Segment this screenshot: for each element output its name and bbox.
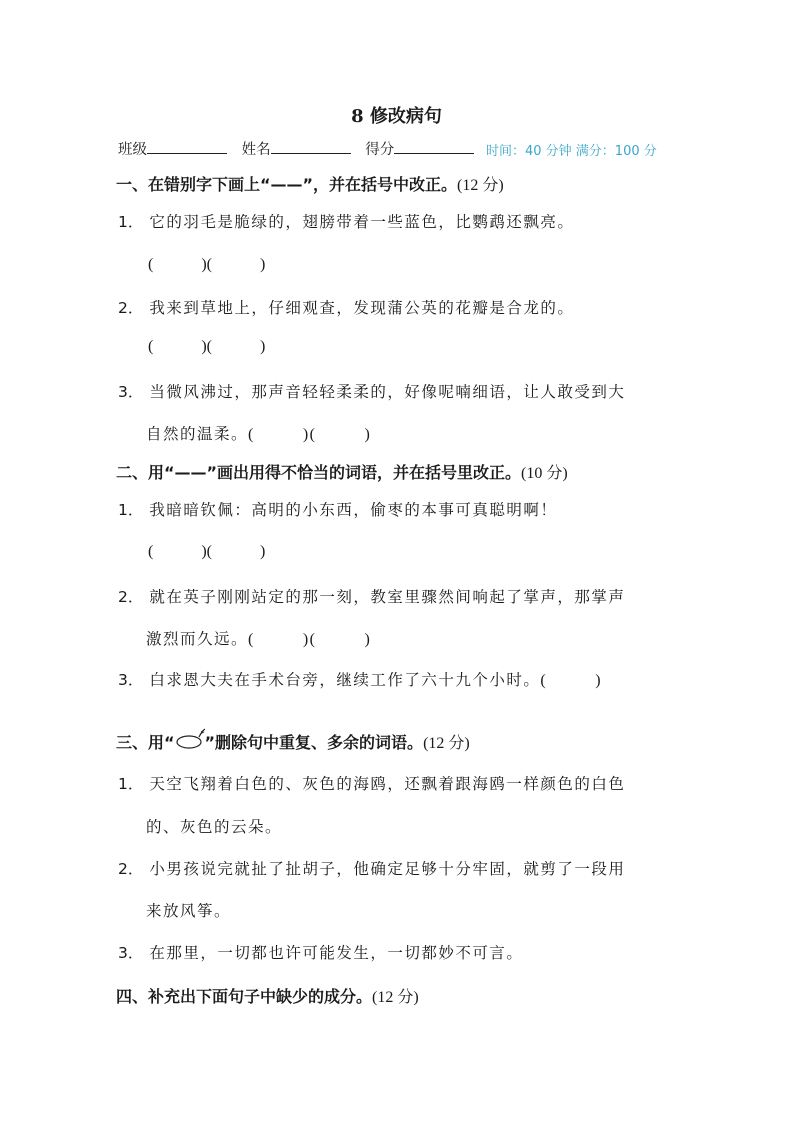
answer-blank[interactable]	[540, 672, 602, 689]
section-2-heading	[116, 460, 568, 483]
heading-text: 二、用“——”画出用得不恰当的词语，并在括号里改正。	[116, 463, 522, 482]
q-text: 它的羽毛是脆绿的，翅膀带着一些蓝色，比鹦鹉还飘亮。	[149, 213, 575, 231]
s3-question-1-cont	[146, 815, 282, 837]
answer-blank[interactable]	[248, 426, 371, 443]
paren-mid: )(	[201, 256, 212, 273]
points: (10 分)	[521, 465, 568, 482]
s1-question-3-cont	[146, 422, 371, 444]
class-label: 班级	[118, 142, 147, 158]
q-number: 2．	[118, 860, 144, 878]
q-text: 在那里，一切都也许可能发生，一切都妙不可言。	[149, 944, 524, 962]
paren-open: (	[148, 338, 154, 355]
s3-question-1	[118, 772, 625, 794]
score-label: 得分	[365, 142, 395, 158]
q-number: 1．	[118, 213, 144, 231]
points: (12 分)	[372, 989, 419, 1006]
section-4-heading	[116, 984, 419, 1007]
paren-mid: )(	[302, 426, 317, 443]
name-field[interactable]	[271, 139, 351, 154]
q-text-cont: 的、灰色的云朵。	[146, 818, 283, 836]
q-text: 白求恩大夫在手术台旁，继续工作了六十九个小时。	[149, 671, 541, 689]
q-number: 3．	[118, 383, 144, 401]
q-number: 2．	[118, 588, 144, 606]
q-text: 就在英子刚刚站定的那一刻，教室里骤然间响起了掌声，那掌声	[149, 588, 626, 606]
class-field[interactable]	[147, 139, 227, 154]
q-text-cont: 来放风筝。	[146, 902, 232, 920]
s3-question-2	[118, 857, 625, 879]
paren-mid: )(	[302, 631, 317, 648]
q-number: 3．	[118, 671, 144, 689]
s1-question-1	[118, 210, 574, 232]
answer-blank[interactable]	[148, 543, 265, 561]
q-text-cont: 激烈而久远。	[146, 630, 249, 648]
s2-question-3	[118, 668, 602, 690]
q-text: 我暗暗钦佩：高明的小东西，偷枣的本事可真聪明啊！	[149, 501, 558, 519]
paren-close: )	[595, 672, 603, 689]
paren-open: (	[148, 256, 154, 273]
q-text-cont: 自然的温柔。	[146, 425, 249, 443]
paren-close: )	[259, 256, 266, 273]
section-1-heading	[116, 172, 504, 195]
section-3-heading	[116, 730, 470, 753]
paren-close: )	[364, 426, 372, 443]
answer-blank[interactable]	[148, 338, 265, 356]
score-field[interactable]	[394, 139, 474, 154]
q-number: 1．	[118, 775, 144, 793]
paren-close: )	[259, 338, 266, 355]
heading-text: 四、补充出下面句子中缺少的成分。	[116, 987, 373, 1006]
answer-blank[interactable]	[248, 631, 371, 648]
q-text: 天空飞翔着白色的、灰色的海鸥，还飘着跟海鸥一样颜色的白色	[149, 775, 626, 793]
heading-text: 一、在错别字下画上“——”，并在括号中改正。	[116, 175, 458, 194]
student-info-row	[118, 138, 484, 159]
s2-question-2	[118, 585, 625, 607]
paren-mid: )(	[201, 338, 212, 355]
q-number: 2．	[118, 299, 144, 317]
page-title: 8 修改病句	[351, 106, 442, 127]
heading-text-pre: 三、用“	[116, 733, 175, 752]
delete-mark-icon	[175, 736, 205, 752]
paren-open: (	[248, 631, 255, 648]
paren-mid: )(	[201, 543, 212, 560]
paren-close: )	[259, 543, 266, 560]
s1-question-3	[118, 380, 625, 402]
s3-question-3	[118, 941, 523, 963]
paren-close: )	[364, 631, 372, 648]
paren-open: (	[248, 426, 255, 443]
name-label: 姓名	[241, 142, 271, 158]
q-number: 3．	[118, 944, 144, 962]
answer-blank[interactable]	[148, 256, 265, 274]
s3-question-2-cont	[146, 899, 231, 921]
s2-question-2-cont	[146, 627, 371, 649]
paren-open: (	[148, 543, 154, 560]
points: (12 分)	[423, 735, 470, 752]
points: (12 分)	[457, 177, 504, 194]
heading-text-post: ”删除句中重复、多余的词语。	[204, 733, 424, 752]
q-text: 我来到草地上，仔细观查，发现蒲公英的花瓣是合龙的。	[149, 299, 575, 317]
q-text: 小男孩说完就扯了扯胡子，他确定足够十分牢固，就剪了一段用	[149, 860, 626, 878]
q-number: 1．	[118, 501, 144, 519]
paren-open: (	[540, 672, 548, 689]
s2-question-1	[118, 498, 557, 520]
q-text: 当微风沸过，那声音轻轻柔柔的，好像呢喃细语，让人敢受到大	[149, 383, 626, 401]
s1-question-2	[118, 296, 574, 318]
time-info: 时间：40 分钟 满分：100 分	[486, 144, 657, 159]
